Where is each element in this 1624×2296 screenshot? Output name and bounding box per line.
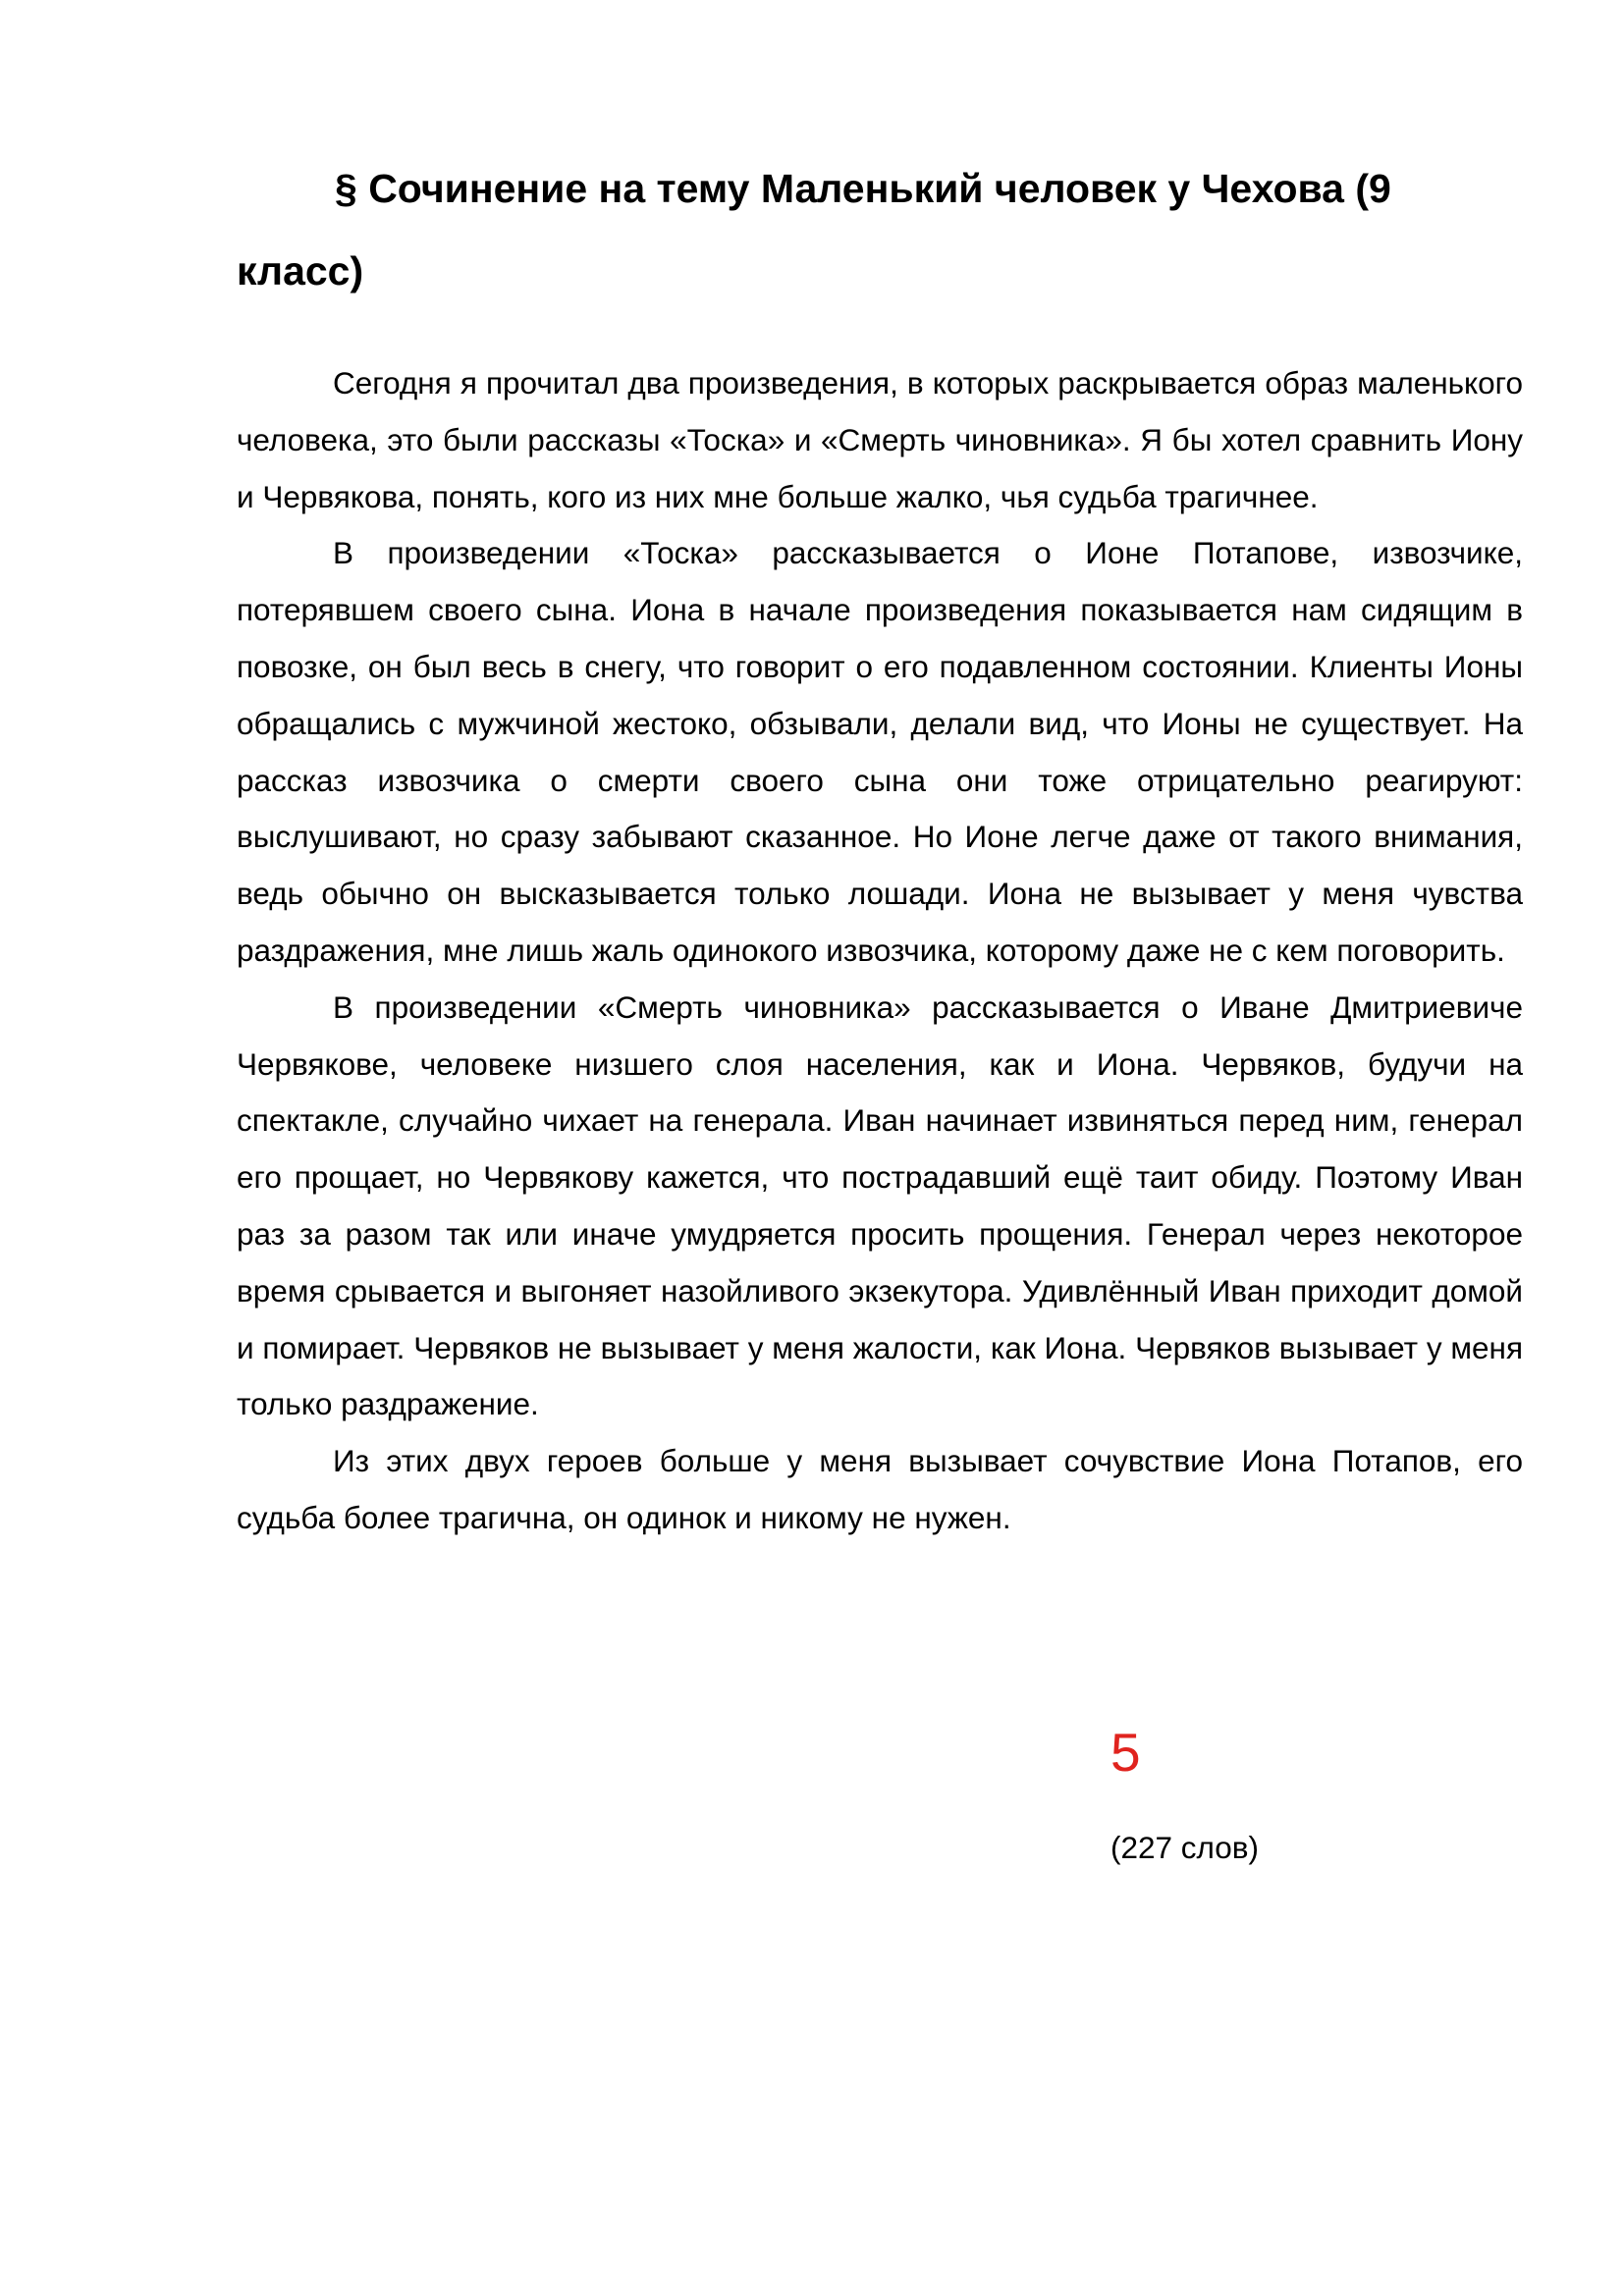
essay-title: § Сочинение на тему Маленький человек у Чехова (9 класс) bbox=[237, 166, 1391, 294]
grade-mark: 5 bbox=[1110, 1722, 1141, 1783]
essay-paragraph: Из этих двух героев больше у меня вызывает сочувствие Иона Потапов, его судьба более трагична, он одинок и никому не нужен. bbox=[237, 1443, 1523, 1535]
essay-paragraph: В произведении «Смерть чиновника» рассказывается о Иване Дмитриевиче Червякове, человеке низшего слоя населения, как и Иона. Червяков, будучи на спектакле, случайно чихает на генерала. Иван начинает извиняться перед ним, генерал его прощает, но Червякову кажется, что пострадавший ещё таит обиду. Поэтому Иван раз за разом так или иначе умудряется просить прощения. Генерал через некоторое время срывается и выгоняет назойливого экзекутора. Удивлённый Иван приходит домой и помирает. Червяков не вызывает у меня жалости, как Иона. Червяков вызывает у меня только раздражение. bbox=[237, 988, 1523, 1422]
essay-page bbox=[237, 147, 1523, 1547]
essay-body bbox=[237, 355, 1523, 1547]
essay-paragraph: В произведении «Тоска» рассказывается о Ионе Потапове, извозчике, потерявшем своего сына. Иона в начале произведения показывается нам сидящим в повозке, он был весь в снегу, что говорит о его подавленном состоянии. Клиенты Ионы обращались с мужчиной жестоко, обзывали, делали вид, что Ионы не существует. На рассказ извозчика о смерти своего сына они тоже отрицательно реагируют: выслушивают, но сразу забывают сказанное. Но Ионе легче даже от такого внимания, ведь обычно он высказывается только лошади. Иона не вызывает у меня чувства раздражения, мне лишь жаль одинокого извозчика, которому даже не с кем поговорить. bbox=[237, 535, 1523, 968]
word-count: (227 слов) bbox=[1110, 1830, 1260, 1865]
essay-paragraph: Сегодня я прочитал два произведения, в которых раскрывается образ маленького человека, это были рассказы «Тоска» и «Смерть чиновника». Я бы хотел сравнить Иону и Червякова, понять, кого из них мне больше жалко, чья судьба трагичнее. bbox=[237, 365, 1523, 514]
